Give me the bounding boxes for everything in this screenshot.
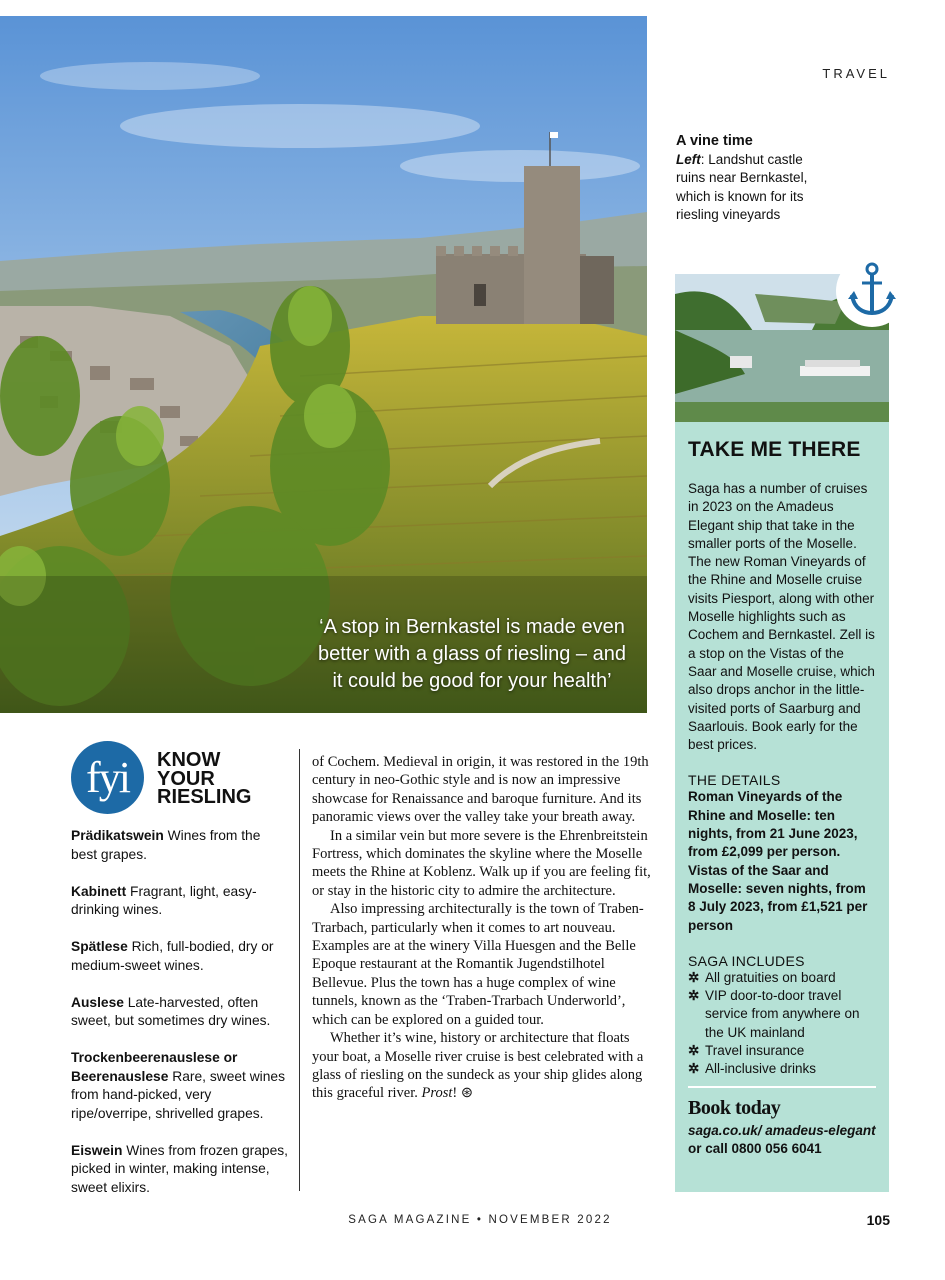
bullet-icon: ✲	[688, 969, 700, 985]
book-today-title: Book today	[688, 1096, 781, 1119]
booking-phone: or call 0800 056 6041	[688, 1140, 822, 1156]
bullet-icon: ✲	[688, 1061, 700, 1077]
glossary-entry: Prädikatswein Wines from the best grapes.	[71, 828, 261, 862]
includes-list	[688, 969, 876, 1079]
details-heading: THE DETAILS	[688, 772, 781, 789]
glossary-entry: Spätlese Rich, full-bodied, dry or medium-sweet wines.	[71, 939, 274, 973]
anchor-icon	[836, 255, 908, 327]
fyi-logo: fyi	[71, 741, 144, 814]
take-me-there-panel	[675, 422, 889, 1192]
details-body: Roman Vineyards of the Rhine and Moselle: ten nights, from 21 June 2023, from £2,099 per person. Vistas of the Saar and Moselle: seven nights, from 8 July 2023, from £1,521 per person	[688, 789, 868, 933]
page-number: 105	[866, 1212, 890, 1228]
caption-title: A vine time	[676, 133, 753, 149]
bullet-icon: ✲	[688, 988, 700, 1004]
article-paragraph: Also impressing architecturally is the town of Traben-Trarbach, particularly when it comes to art nouveau. Examples are at the winery Villa Huesgen and the Belle Epoque restaurant at the Romantik Jugendstilhotel Bellevue. Plus the town has a huge complex of wine tunnels, known as the ‘Traben-Trarbach Underworld’, which can be explored on a guided tour.	[312, 901, 644, 1028]
article-paragraph: Whether it’s wine, history or architecture that floats your boat, a Moselle river cruise is best celebrated with a glass of riesling on the sundeck as your ship glides along this graceful river. Prost! ⊛	[312, 1030, 644, 1102]
section-label: TRAVEL	[822, 66, 890, 81]
footer-magazine: SAGA MAGAZINE • NOVEMBER 2022	[348, 1214, 612, 1226]
caption-lead: Left	[676, 151, 701, 167]
anchor-badge	[836, 255, 908, 327]
bullet-icon: ✲	[688, 1043, 700, 1059]
panel-intro: Saga has a number of cruises in 2023 on the Amadeus Elegant ship that take in the smaller ports of the Moselle. The new Roman Vineyards of the Rhine and Moselle cruise visits Piesport, along with other Moselle highlights such as Cochem and Bernkastel. Zell is a stop on the Vistas of the Saar and Moselle cruise, which also drops anchor in the little-visited ports of Saarburg and Saarlouis. Book early for the best prices.	[688, 481, 875, 753]
glossary-entry: Eiswein Wines from frozen grapes, picked in winter, making intense, sweet elixirs.	[71, 1142, 288, 1195]
closing-word: Prost	[421, 1085, 453, 1102]
article-paragraph: of Cochem. Medieval in origin, it was restored in the 19th century in neo-Gothic style and is now an impressive showcase for Renaissance and baroque furniture. And its panoramic views over the valley take your breath away.	[312, 754, 649, 826]
fyi-title: KNOW YOUR RIESLING	[157, 749, 252, 808]
pull-quote: ‘A stop in Bernkastel is made even better with a glass of riesling – and it could be good for your health’	[318, 616, 626, 692]
includes-item: ✲ Travel insurance	[688, 1042, 876, 1060]
article-body	[312, 753, 652, 1103]
end-mark-icon: ! ⊛	[452, 1085, 474, 1102]
includes-heading: SAGA INCLUDES	[688, 952, 805, 969]
panel-heading: TAKE ME THERE	[688, 438, 861, 461]
photo-caption	[676, 132, 826, 225]
glossary-entry: Trockenbeerenauslese or Beerenauslese Rare, sweet wines from hand-picked, very ripe/overripe, shrivelled grapes.	[71, 1050, 285, 1121]
includes-item: ✲ All-inclusive drinks	[688, 1060, 876, 1078]
riesling-glossary	[71, 827, 289, 1216]
booking-link[interactable]: saga.co.uk/ amadeus-elegant	[688, 1122, 876, 1138]
glossary-entry: Kabinett Fragrant, light, easy-drinking wines.	[71, 883, 257, 917]
includes-item: ✲ VIP door-to-door travel service from anywhere on the UK mainland	[688, 988, 860, 1040]
includes-item: ✲ All gratuities on board	[688, 969, 876, 987]
article-paragraph: In a similar vein but more severe is the Ehrenbreitstein Fortress, which dominates the skyline where the Moselle meets the Rhine at Koblenz. Walk up if you are feeling fit, or stay in the historic city to admire the architecture.	[312, 827, 651, 899]
panel-divider	[688, 1086, 876, 1088]
hero-photo	[0, 16, 647, 713]
glossary-entry: Auslese Late-harvested, often sweet, but sometimes dry wines.	[71, 994, 271, 1028]
caption-body: : Landshut castle ruins near Bernkastel, which is known for its riesling vineyards	[676, 151, 808, 222]
castle-vineyard-illustration	[0, 16, 647, 713]
column-divider	[299, 749, 300, 1191]
